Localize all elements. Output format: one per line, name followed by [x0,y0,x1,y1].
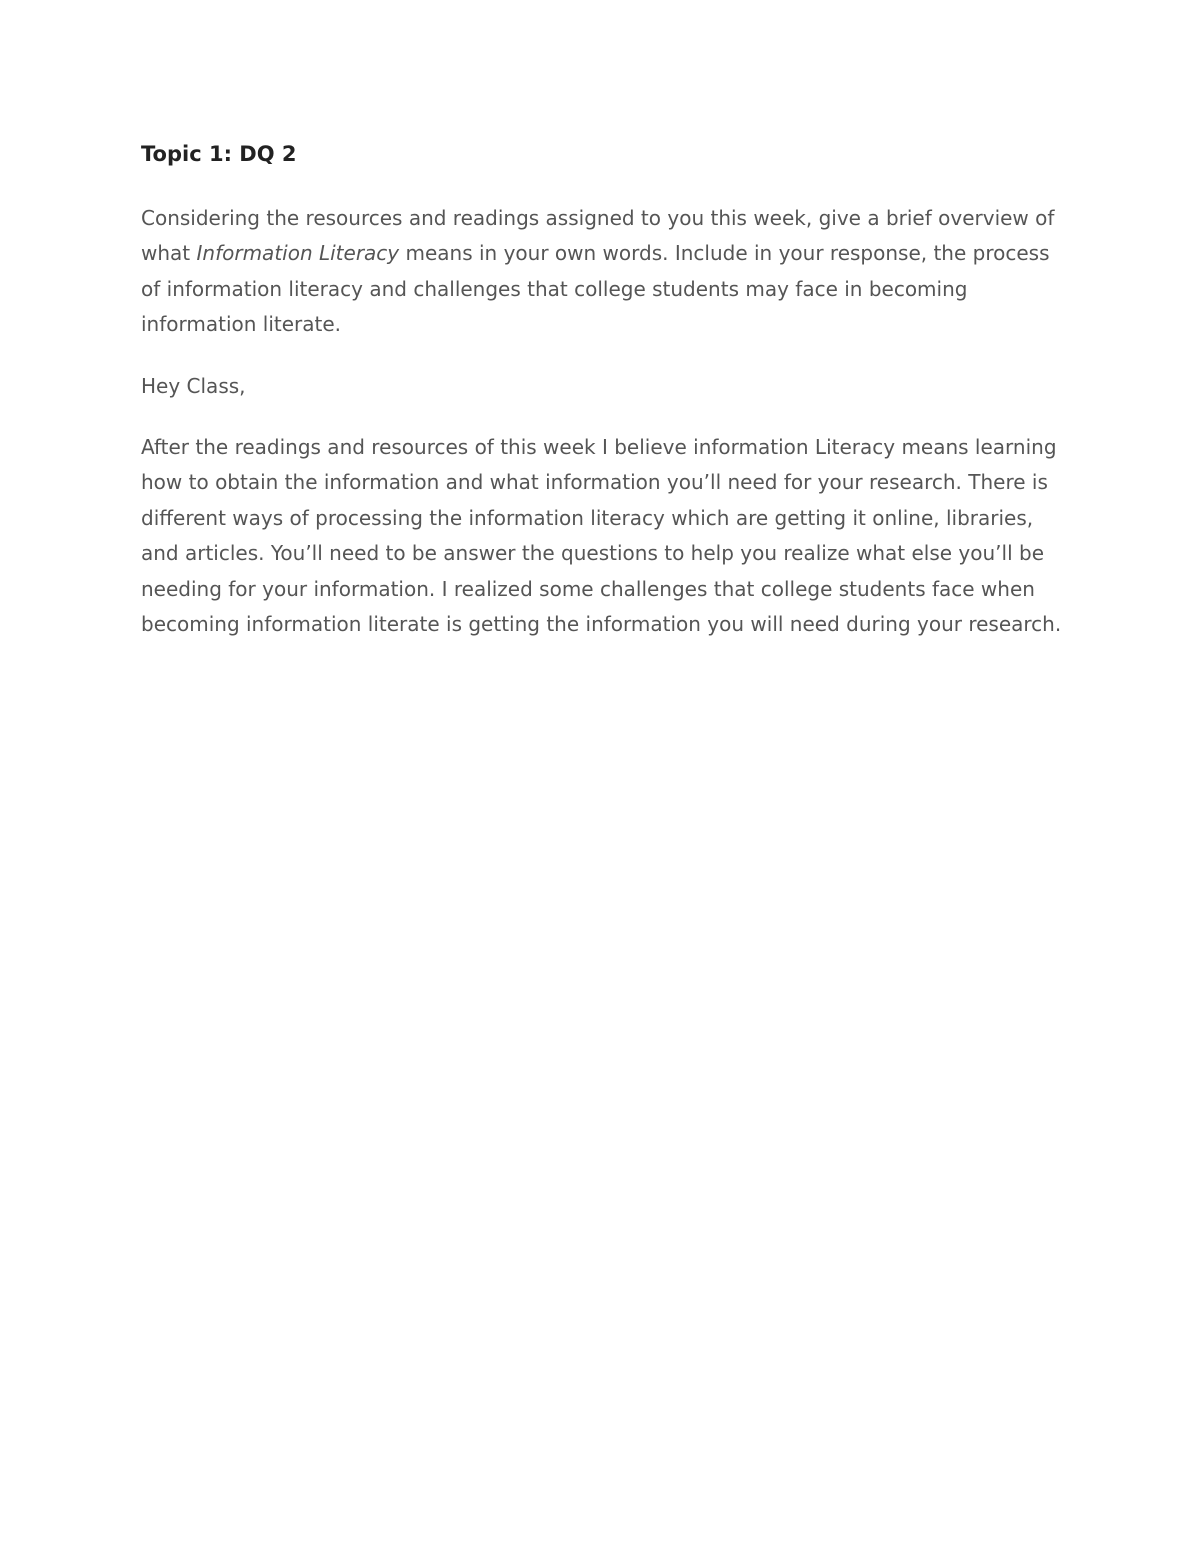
response-paragraph: After the readings and resources of this week I believe information Literacy means learning how to obtain the information and what information you’ll need for your research. There is different ways of processing the information literacy which are getting it online, libraries, and articles. You’ll need to be answer the questions to help you realize what else you’ll be needing for your information. I realized some challenges that college students face when becoming information literate is getting the information you will need during your research. [141,435,1062,637]
document-body [141,140,1071,642]
prompt-text-start: Considering the resources and readings assigned to you this week, give a brief overview of what [141,206,1055,266]
prompt-text-end: means in your own words. Include in your response, the process of information literacy and challenges that college students may face in becoming information literate. [141,241,1050,337]
prompt-emphasis: Information Literacy [196,241,400,266]
discussion-prompt [141,201,1071,343]
document-title: Topic 1: DQ 2 [141,142,297,166]
greeting: Hey Class, [141,373,246,398]
